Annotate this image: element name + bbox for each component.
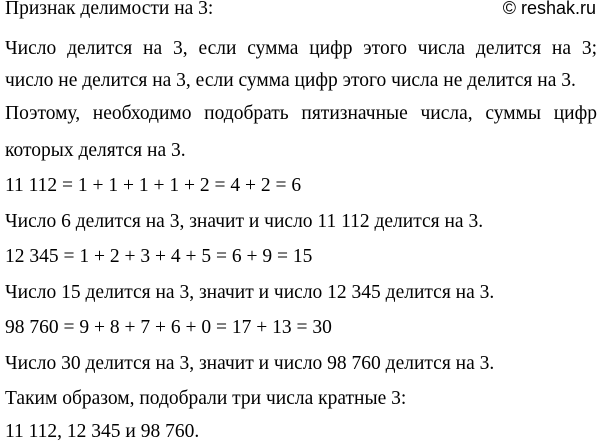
divisibility-rule-heading: Признак делимости на 3:: [5, 0, 214, 19]
conclusion-11112: Число 6 делится на 3, значит и число 11 112 делится на 3.: [5, 211, 484, 232]
summary-line: Таким образом, подобрали три числа кратные 3:: [5, 388, 407, 409]
rule-text-line-2: число не делится на 3, если сумма цифр этого числа не делится на 3.: [5, 70, 576, 91]
equation-98760: 98 760 = 9 + 8 + 7 + 6 + 0 = 17 + 13 = 30: [5, 317, 332, 338]
site-watermark: © reshak.ru: [502, 0, 596, 18]
equation-11112: 11 112 = 1 + 1 + 1 + 1 + 2 = 4 + 2 = 6: [5, 175, 302, 196]
task-text-line-2: которых делятся на 3.: [5, 140, 186, 161]
task-text-line-1: Поэтому, необходимо подобрать пятизначные числа, суммы цифр: [5, 103, 597, 124]
conclusion-12345: Число 15 делится на 3, значит и число 12 345 делится на 3.: [5, 282, 495, 303]
equation-12345: 12 345 = 1 + 2 + 3 + 4 + 5 = 6 + 9 = 15: [5, 246, 313, 267]
rule-text-line-1: Число делится на 3, если сумма цифр этого числа делится на 3;: [5, 38, 597, 59]
answer-line: 11 112, 12 345 и 98 760.: [5, 421, 200, 442]
conclusion-98760: Число 30 делится на 3, значит и число 98 760 делится на 3.: [5, 353, 495, 374]
